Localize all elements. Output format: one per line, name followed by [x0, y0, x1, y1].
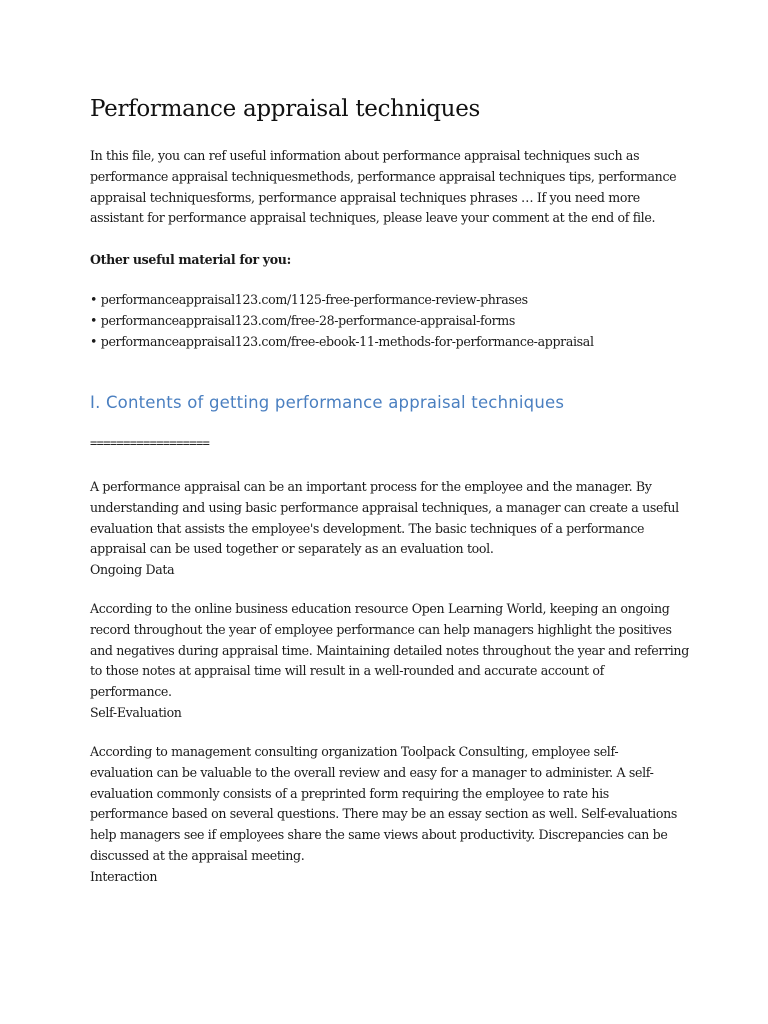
useful-material-heading: Other useful material for you: [90, 252, 291, 267]
paragraph-line: understanding and using basic performance appraisal techniques, a manager can create a useful [90, 499, 679, 515]
paragraph-line: appraisal can be used together or separately as an evaluation tool. [90, 541, 494, 557]
link-item[interactable]: • performanceappraisal123.com/free-ebook-11-methods-for-performance-appraisal [90, 333, 594, 349]
paragraph-line: evaluation commonly consists of a preprinted form requiring the employee to rate his [90, 785, 609, 801]
subheading-self-evaluation: Self-Evaluation [90, 704, 182, 720]
body-paragraph [90, 477, 690, 581]
subheading-interaction: Interaction [90, 868, 158, 884]
link-item[interactable]: • performanceappraisal123.com/1125-free-performance-review-phrases [90, 292, 528, 307]
paragraph-line: evaluation can be valuable to the overall review and easy for a manager to administer. A self- [90, 764, 654, 780]
intro-line: In this file, you can ref useful information about performance appraisal techniques such as [90, 148, 640, 163]
paragraph-line: performance based on several questions. There may be an essay section as well. Self-evaluations [90, 806, 677, 822]
intro-paragraph [90, 146, 690, 229]
page-title: Performance appraisal techniques [90, 96, 481, 122]
subheading-ongoing-data: Ongoing Data [90, 562, 175, 578]
paragraph-line: help managers see if employees share the same views about productivity. Discrepancies can be [90, 827, 668, 843]
intro-line: appraisal techniquesforms, performance appraisal techniques phrases … If you need more [90, 189, 640, 205]
paragraph-line: A performance appraisal can be an important process for the employee and the manager. By [90, 479, 652, 494]
divider-line: ================== [90, 436, 210, 450]
paragraph-line: and negatives during appraisal time. Maintaining detailed notes throughout the year and referring [90, 642, 689, 658]
paragraph-line: evaluation that assists the employee's development. The basic techniques of a performance [90, 520, 645, 536]
body-paragraph [90, 742, 690, 888]
paragraph-line: record throughout the year of employee performance can help managers highlight the positives [90, 621, 672, 637]
paragraph-line: According to the online business education resource Open Learning World, keeping an ongoing [90, 601, 670, 616]
section-heading: I. Contents of getting performance appraisal techniques [90, 393, 565, 412]
paragraph-line: performance. [90, 684, 172, 700]
useful-links-list [90, 290, 690, 352]
paragraph-line: discussed at the appraisal meeting. [90, 847, 305, 863]
intro-line: performance appraisal techniquesmethods, performance appraisal techniques tips, performance [90, 168, 677, 184]
paragraph-line: According to management consulting organization Toolpack Consulting, employee self- [90, 744, 619, 759]
intro-line: assistant for performance appraisal techniques, please leave your comment at the end of file. [90, 210, 656, 226]
link-item[interactable]: • performanceappraisal123.com/free-28-performance-appraisal-forms [90, 312, 515, 328]
paragraph-line: to those notes at appraisal time will result in a well-rounded and accurate account of [90, 663, 604, 679]
body-paragraph [90, 599, 690, 724]
